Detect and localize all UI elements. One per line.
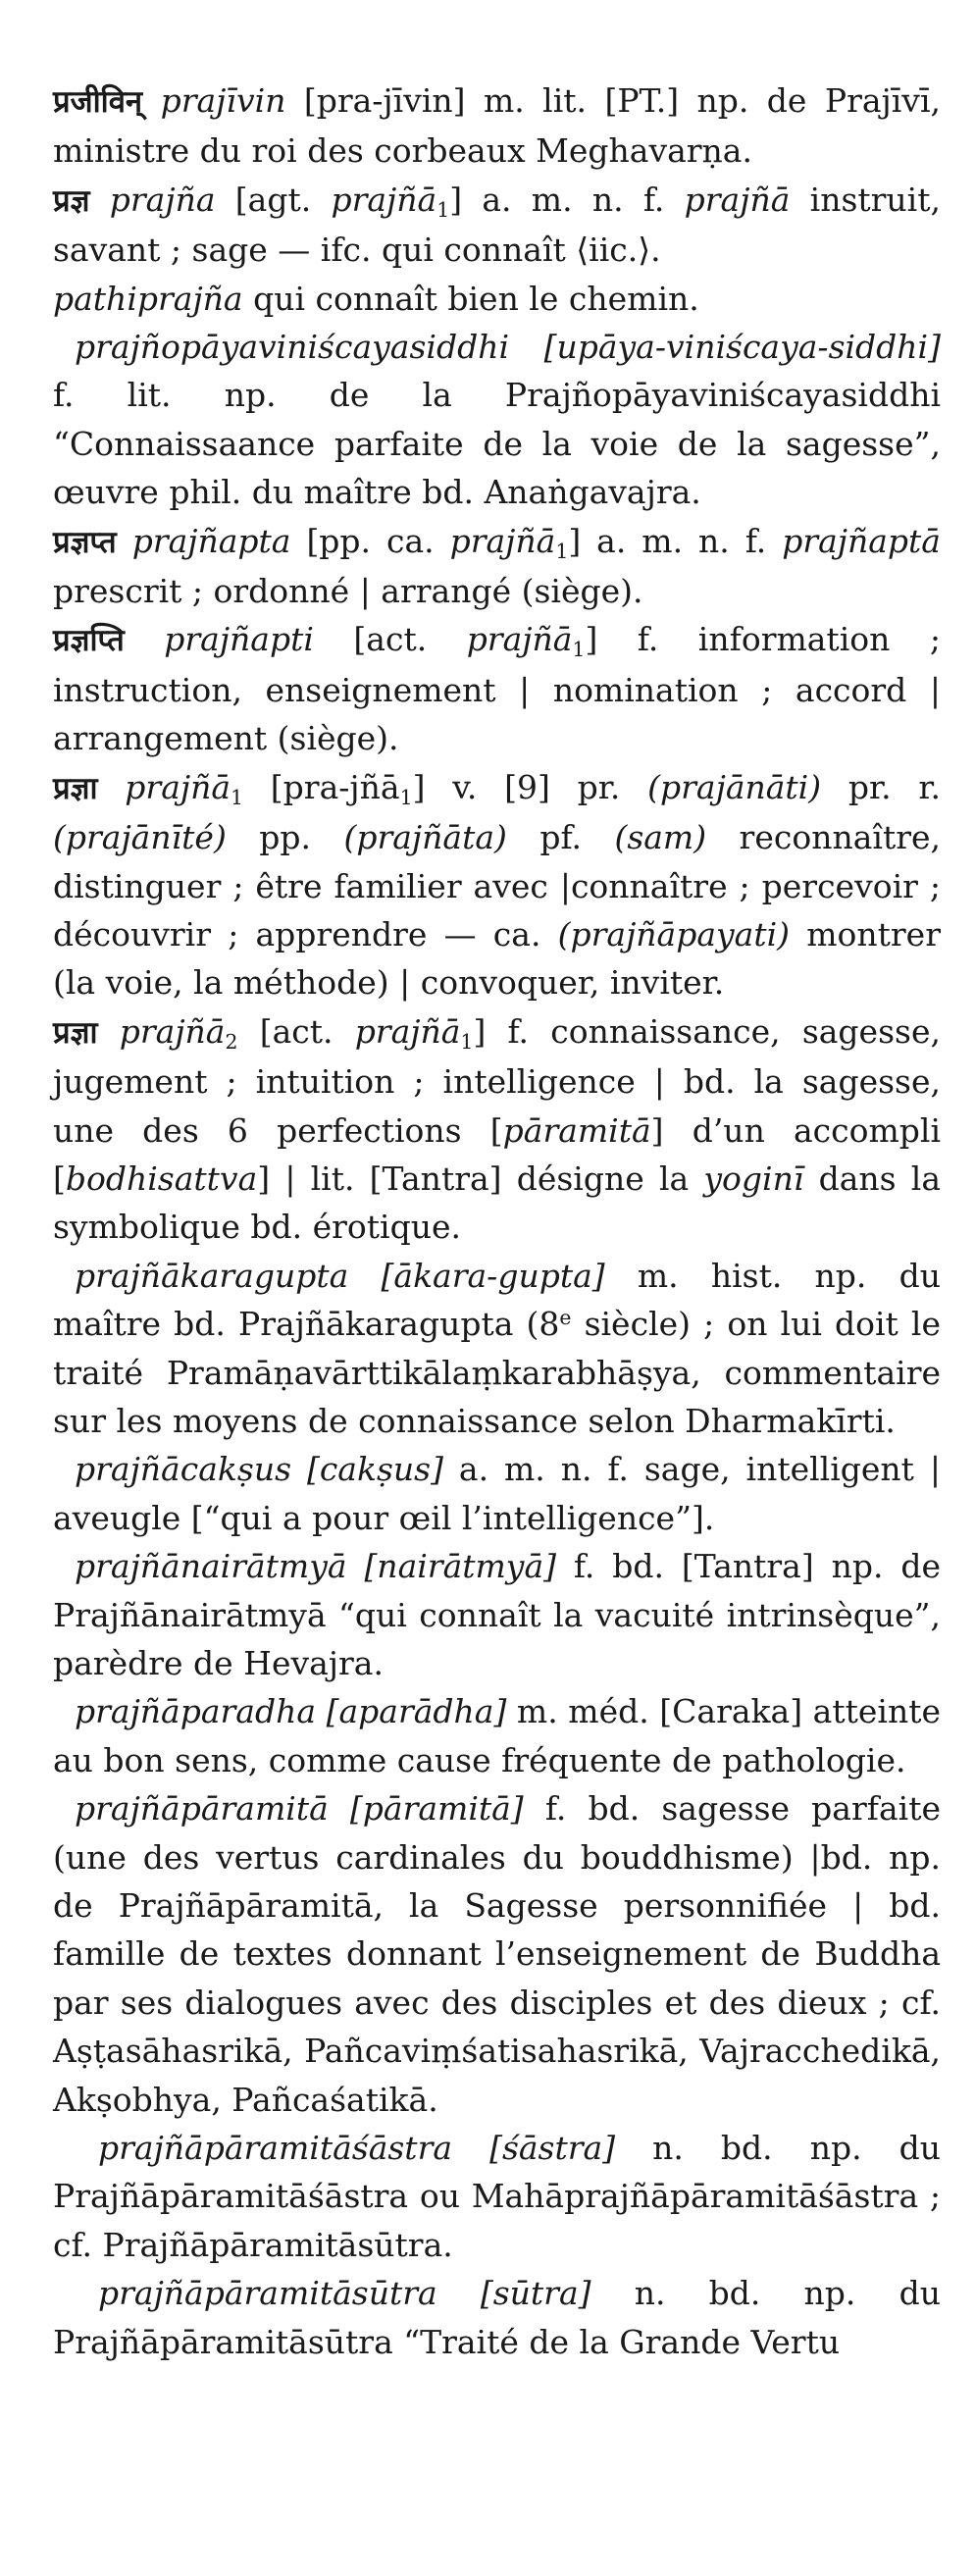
homonym-index: 1 [436, 197, 450, 222]
homonym-index: 1 [399, 785, 413, 809]
definition: n. bd. np. du Prajñāpāramitāsūtra “Traité de la Grande Vertu [53, 2274, 941, 2361]
definition: f. connaissance, sagesse, jugement ; intuition ; intelligence | bd. la sagesse, une des 6 perfections [ [53, 1011, 941, 1150]
definition: v. [9] pr. [425, 767, 648, 806]
etymology: [śāstra] [489, 2129, 616, 2168]
devanagari-headword: प्रज्ञ [53, 182, 90, 219]
headword: prajñāpāramitāsūtra [98, 2274, 437, 2313]
etymology: [ākara-gupta] [381, 1256, 605, 1295]
definition: pr. r. [821, 767, 942, 806]
compound-gloss: qui connaît bien le chemin. [242, 279, 699, 318]
etymology: [aparādha] [326, 1692, 507, 1731]
definition: a. m. n. f. [462, 180, 685, 219]
headword: prajñāpāramitā [75, 1789, 329, 1829]
etymology-close: ] [449, 180, 463, 219]
etymology-close: ] [473, 1011, 487, 1051]
feminine-form: prajñaptā [782, 521, 941, 560]
entry-prajnapta [53, 517, 941, 616]
devanagari-headword: प्रजीविन् [53, 84, 143, 120]
headword: prajñapta [131, 521, 291, 560]
etymology: [sūtra] [480, 2274, 591, 2313]
definition: a. m. n. f. [581, 521, 783, 560]
etymology: [pra-jīvin] [303, 81, 466, 120]
headword: prajñopāyaviniścayasiddhi [75, 328, 510, 367]
entry-prajnapti [53, 615, 941, 762]
devanagari-headword: प्रज्ञप्त [53, 524, 117, 560]
homonym-index: 1 [572, 638, 586, 662]
definition: m. lit. [PT.] np. de Prajīvī, ministre du roi des corbeaux Meghavarṇa. [53, 81, 941, 171]
entry-prajnaparadha [53, 1687, 941, 1784]
definition: siècle) ; on lui doit le traité Pramāṇavārttikālaṃkarabhāṣya, commentaire sur les moyens de connaissance selon Dharmakīrti. [53, 1305, 941, 1440]
etymology-open: [agt. [234, 180, 332, 219]
definition: f. bd. sagesse parfaite (une des vertus cardinales du bouddhisme) |bd. np. de Prajñāpāramitā, la Sagesse personnifiée | bd. famille de textes donnant l’enseignement de Buddha par ses dialogues avec des disciples et des dieux ; cf. Aṣṭasāhasrikā, Pañcaviṃśatisahasrikā, Vajracchedikā, Akṣobhya, Pañcaśatikā. [53, 1789, 941, 2119]
definition: instruit, savant ; sage — ifc. qui connaît ⟨iic.⟩. [53, 180, 941, 270]
etymology: [nairātmyā] [364, 1547, 556, 1586]
etymology: [cakṣus] [306, 1450, 443, 1489]
devanagari-headword: प्रज्ञा [53, 1014, 98, 1051]
verb-form: (prajñāpayati) [557, 914, 791, 953]
ordinal-suffix: e [559, 1305, 572, 1329]
homonym-index: 2 [225, 1029, 238, 1054]
entry-prajnaparamitasutra [53, 2269, 941, 2366]
headword: prajñākaragupta [75, 1256, 349, 1295]
headword: prajñā [119, 1011, 226, 1051]
etymology: [upāya-viniścaya-siddhi] [543, 328, 941, 367]
etymology-open: [pp. ca. [306, 521, 450, 560]
definition: reconnaître, distinguer ; être familier avec |connaître ; percevoir ; découvrir ; apprendre — ca. [53, 818, 942, 953]
entry-prajnaparamita [53, 1784, 941, 2124]
headword: prajñāpāramitāśāstra [98, 2129, 453, 2168]
etymology-open: [pra-jñā [270, 767, 400, 806]
definition: prescrit ; ordonné | arrangé (siège). [53, 572, 643, 611]
etymology-root: prajñā [466, 620, 573, 659]
feminine-form: prajñā [684, 180, 791, 219]
homonym-index: 1 [460, 1029, 474, 1054]
definition: f. information ; instruction, enseignement | nomination ; accord | arrangement (siège). [53, 620, 941, 758]
definition: n. bd. np. du Prajñāpāramitāśāstra ou Mahāprajñāpāramitāśāstra ; cf. Prajñāpāramitāsūtra. [53, 2129, 941, 2264]
headword: prajñāparadha [75, 1692, 317, 1731]
homonym-index: 1 [555, 539, 569, 563]
etymology: [pāramitā] [349, 1789, 524, 1829]
headword: prajña [109, 180, 216, 219]
definition: m. hist. np. du maître bd. Prajñākaragupta (8 [53, 1256, 941, 1344]
entry-prajnacaksus [53, 1445, 941, 1542]
etymology-root: prajñā [331, 180, 437, 219]
definition: pp. [226, 818, 344, 857]
definition: ] | lit. [Tantra] désigne la [257, 1159, 704, 1198]
headword: prajñācakṣus [75, 1450, 292, 1489]
definition: f. lit. np. de la Prajñopāyaviniścayasiddhi “Connaissaance parfaite de la voie de la sagesse”, œuvre phil. du maître bd. Anaṅgavajra. [53, 376, 941, 512]
definition: f. bd. [Tantra] np. de Prajñānairātmyā “qui connaît la vacuité intrinsèque”, parèdre de Hevajra. [53, 1547, 941, 1682]
definition: ] d’un accompli [ [53, 1110, 942, 1198]
definition: pf. [506, 818, 615, 857]
verb-form: (prajānāti) [647, 767, 822, 806]
homonym-index: 1 [231, 785, 244, 809]
etymology-close: ] [568, 521, 582, 560]
entry-prajnanairatmya [53, 1542, 941, 1687]
entry-prajna-2 [53, 1007, 941, 1252]
entry-prajnakaragupta [53, 1252, 941, 1446]
example-compound [53, 275, 941, 323]
verb-form: (prajñāta) [343, 818, 507, 857]
headword: prajñapti [164, 620, 314, 659]
headword: prajñā [125, 767, 231, 806]
entry-prajivin [53, 77, 941, 176]
etymology-open: [act. [259, 1011, 355, 1051]
verb-form: (sam) [614, 818, 707, 857]
etymology-root: prajñā [354, 1011, 461, 1051]
term: pāramitā [502, 1110, 651, 1150]
definition: montrer (la voie, la méthode) | convoquer, inviter. [53, 914, 941, 1003]
etymology-close: ] [585, 620, 598, 659]
definition: dans la symbolique bd. érotique. [53, 1159, 941, 1247]
etymology-close: ] [412, 767, 426, 806]
devanagari-headword: प्रज्ञा [53, 770, 98, 806]
compound-word: pathiprajña [53, 279, 243, 318]
headword: prajīvin [160, 81, 286, 120]
definition: a. m. n. f. sage, intelligent | aveugle [“qui a pour œil l’intelligence”]. [53, 1450, 941, 1537]
term: yoginī [703, 1159, 804, 1198]
entry-prajna [53, 176, 941, 275]
etymology-root: prajñā [449, 521, 556, 560]
entry-prajnaparamitasastra [53, 2124, 941, 2269]
headword: prajñānairātmyā [75, 1547, 347, 1586]
verb-form: (prajānīté) [53, 818, 227, 857]
term: bodhisattva [65, 1159, 258, 1198]
devanagari-headword: प्रज्ञप्ति [53, 623, 125, 659]
definition: m. méd. [Caraka] atteinte au bon sens, comme cause fréquente de pathologie. [53, 1692, 941, 1779]
entry-prajna-1 [53, 763, 941, 1007]
etymology-open: [act. [353, 620, 467, 659]
entry-prajnopayaviniscayasiddhi [53, 323, 941, 517]
